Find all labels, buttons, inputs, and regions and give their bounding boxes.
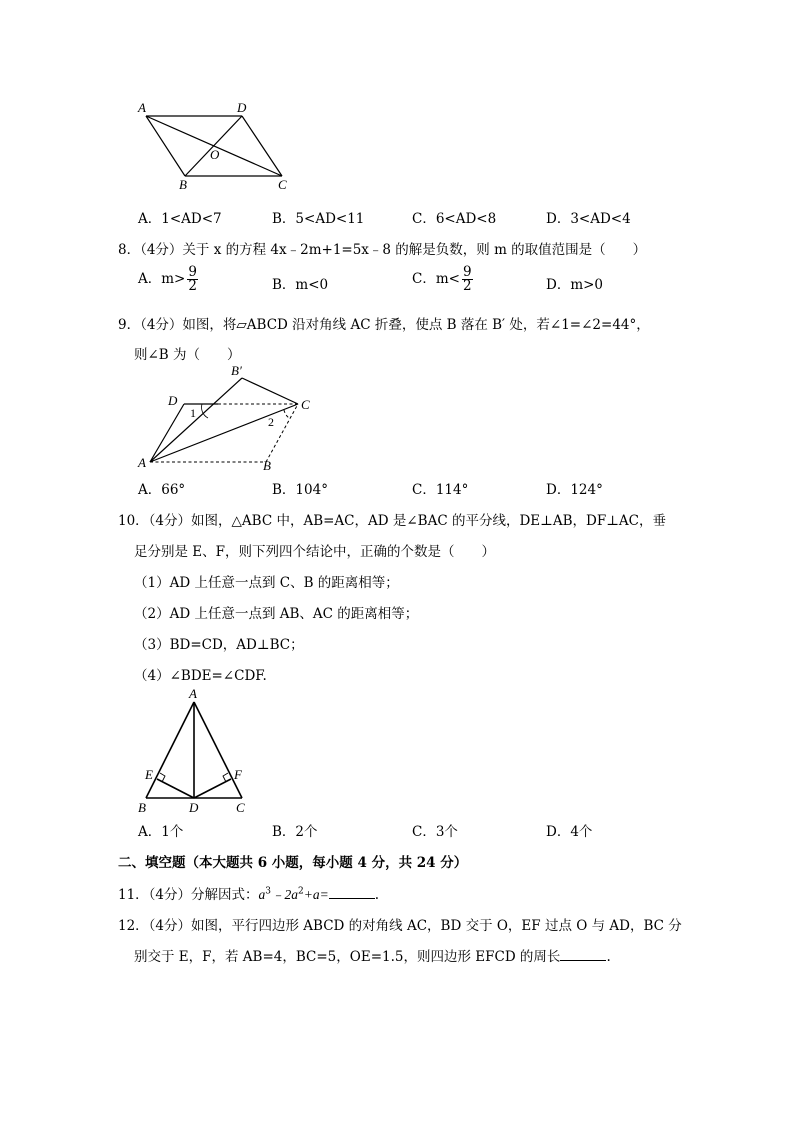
- q11-term2: ﹣2a: [271, 887, 299, 902]
- label-c: C: [278, 177, 287, 192]
- q9-stem-line2: 则∠B 为（ ）: [134, 347, 241, 363]
- frac-den: 2: [188, 278, 197, 294]
- q7-figure: [130, 96, 300, 194]
- q11: [118, 883, 379, 903]
- q10-statement-1: （1）AD 上任意一点到 C、B 的距离相等；: [134, 575, 399, 591]
- q9-stem-line1: 9．（4分）如图，将▱ABCD 沿对角线 AC 折叠，使点 B 落在 B′ 处，若∠1=∠2=44°，: [118, 317, 650, 333]
- q10-stem-line2: 足分别是 E、F，则下列四个结论中，正确的个数是（ ）: [134, 544, 496, 560]
- q9-figure: [132, 360, 322, 472]
- q12-line2-text: 别交于 E，F，若 AB=4，BC=5，OE=1.5，则四边形 EFCD 的周长: [134, 949, 561, 965]
- side-ac: [194, 702, 242, 798]
- section-title: 二、填空题（本大题共 6 小题，每小题 4 分，共 24 分）: [118, 855, 468, 871]
- label-d: D: [168, 393, 178, 408]
- q12-end: .: [606, 949, 611, 965]
- q8-option-b[interactable]: B．m<0: [272, 277, 329, 293]
- side-ab: [146, 702, 194, 798]
- label-b: B: [179, 177, 187, 192]
- q10-statement-3: （3）BD=CD，AD⊥BC；: [134, 637, 304, 653]
- q9-option-a[interactable]: A．66°: [138, 482, 186, 498]
- segment-bprime-c: [242, 378, 298, 404]
- label-a: A: [138, 100, 146, 115]
- q7-option-a[interactable]: A．1<AD<7: [138, 211, 222, 227]
- q10-option-c[interactable]: C．3个: [412, 824, 458, 840]
- label-c: C: [301, 397, 310, 412]
- q10-figure: [132, 686, 258, 818]
- fraction-nine-halves: [187, 266, 198, 293]
- q11-exp2: 2: [298, 886, 304, 897]
- diagonal-bd: [185, 116, 242, 176]
- label-b: B: [138, 800, 146, 815]
- label-e: E: [145, 767, 153, 782]
- q8-option-c[interactable]: [412, 266, 473, 293]
- label-o: O: [210, 147, 220, 162]
- label-f: F: [234, 767, 242, 782]
- answer-blank[interactable]: [329, 886, 375, 899]
- q7-option-c[interactable]: C．6<AD<8: [412, 211, 497, 227]
- angle-label-2: 2: [268, 415, 274, 429]
- q8-stem: 8．（4分）关于 x 的方程 4x﹣2m+1=5x﹣8 的解是负数，则 m 的取值范围是（ ）: [118, 242, 647, 258]
- fraction-nine-halves: [462, 266, 473, 293]
- q12-stem-line1: 12．（4分）如图，平行四边形 ABCD 的对角线 AC，BD 交于 O，EF 过点 O 与 AD，BC 分: [118, 918, 682, 934]
- frac-num: 9: [188, 264, 197, 280]
- label-c: C: [236, 800, 245, 815]
- label-a: A: [138, 455, 146, 470]
- dashed-b-c: [266, 404, 298, 462]
- q9-option-b[interactable]: B．104°: [272, 482, 328, 498]
- q10-stem-line1: 10．（4分）如图，△ABC 中，AB=AC，AD 是∠BAC 的平分线，DE⊥AB，DF⊥AC，垂: [118, 513, 666, 529]
- angle-arc-1: [202, 404, 208, 418]
- q7-option-d[interactable]: D．3<AD<4: [546, 211, 631, 227]
- angle-arc-c: [284, 410, 289, 418]
- q11-term3: +a=: [303, 887, 329, 902]
- label-d: D: [237, 100, 247, 115]
- segment-a-c: [150, 404, 298, 462]
- q10-option-d[interactable]: D．4个: [546, 824, 593, 840]
- q9-option-d[interactable]: D．124°: [546, 482, 603, 498]
- q8-option-a-text: A．m>: [138, 271, 186, 287]
- q12-stem-line2: [134, 945, 611, 965]
- segment-a-bprime: [150, 378, 242, 462]
- q10-statement-4: （4）∠BDE=∠CDF.: [134, 668, 267, 684]
- q11-end: .: [374, 887, 380, 903]
- q9-option-c[interactable]: C．114°: [412, 482, 469, 498]
- frac-den: 2: [462, 278, 472, 294]
- q10-statement-2: （2）AD 上任意一点到 AB、AC 的距离相等；: [134, 606, 419, 622]
- q11-var-a: a: [258, 887, 266, 902]
- q10-option-a[interactable]: A．1个: [138, 824, 184, 840]
- answer-blank[interactable]: [560, 948, 606, 961]
- q8-option-d[interactable]: D．m>0: [546, 277, 604, 293]
- label-d: D: [189, 800, 199, 815]
- segment-a-d: [150, 404, 184, 462]
- label-a: A: [189, 686, 197, 701]
- q7-option-b[interactable]: B．5<AD<11: [272, 211, 365, 227]
- label-b: B: [263, 458, 271, 472]
- q8-option-c-text: C．m<: [412, 271, 460, 287]
- angle-label-1: 1: [190, 406, 196, 420]
- frac-num: 9: [462, 264, 472, 280]
- q8-option-a[interactable]: [138, 266, 198, 293]
- q10-option-b[interactable]: B．2个: [272, 824, 318, 840]
- q11-prefix: 11．（4分）分解因式：: [118, 887, 259, 903]
- q11-exp3: 3: [265, 886, 272, 897]
- label-bprime: B′: [231, 363, 242, 378]
